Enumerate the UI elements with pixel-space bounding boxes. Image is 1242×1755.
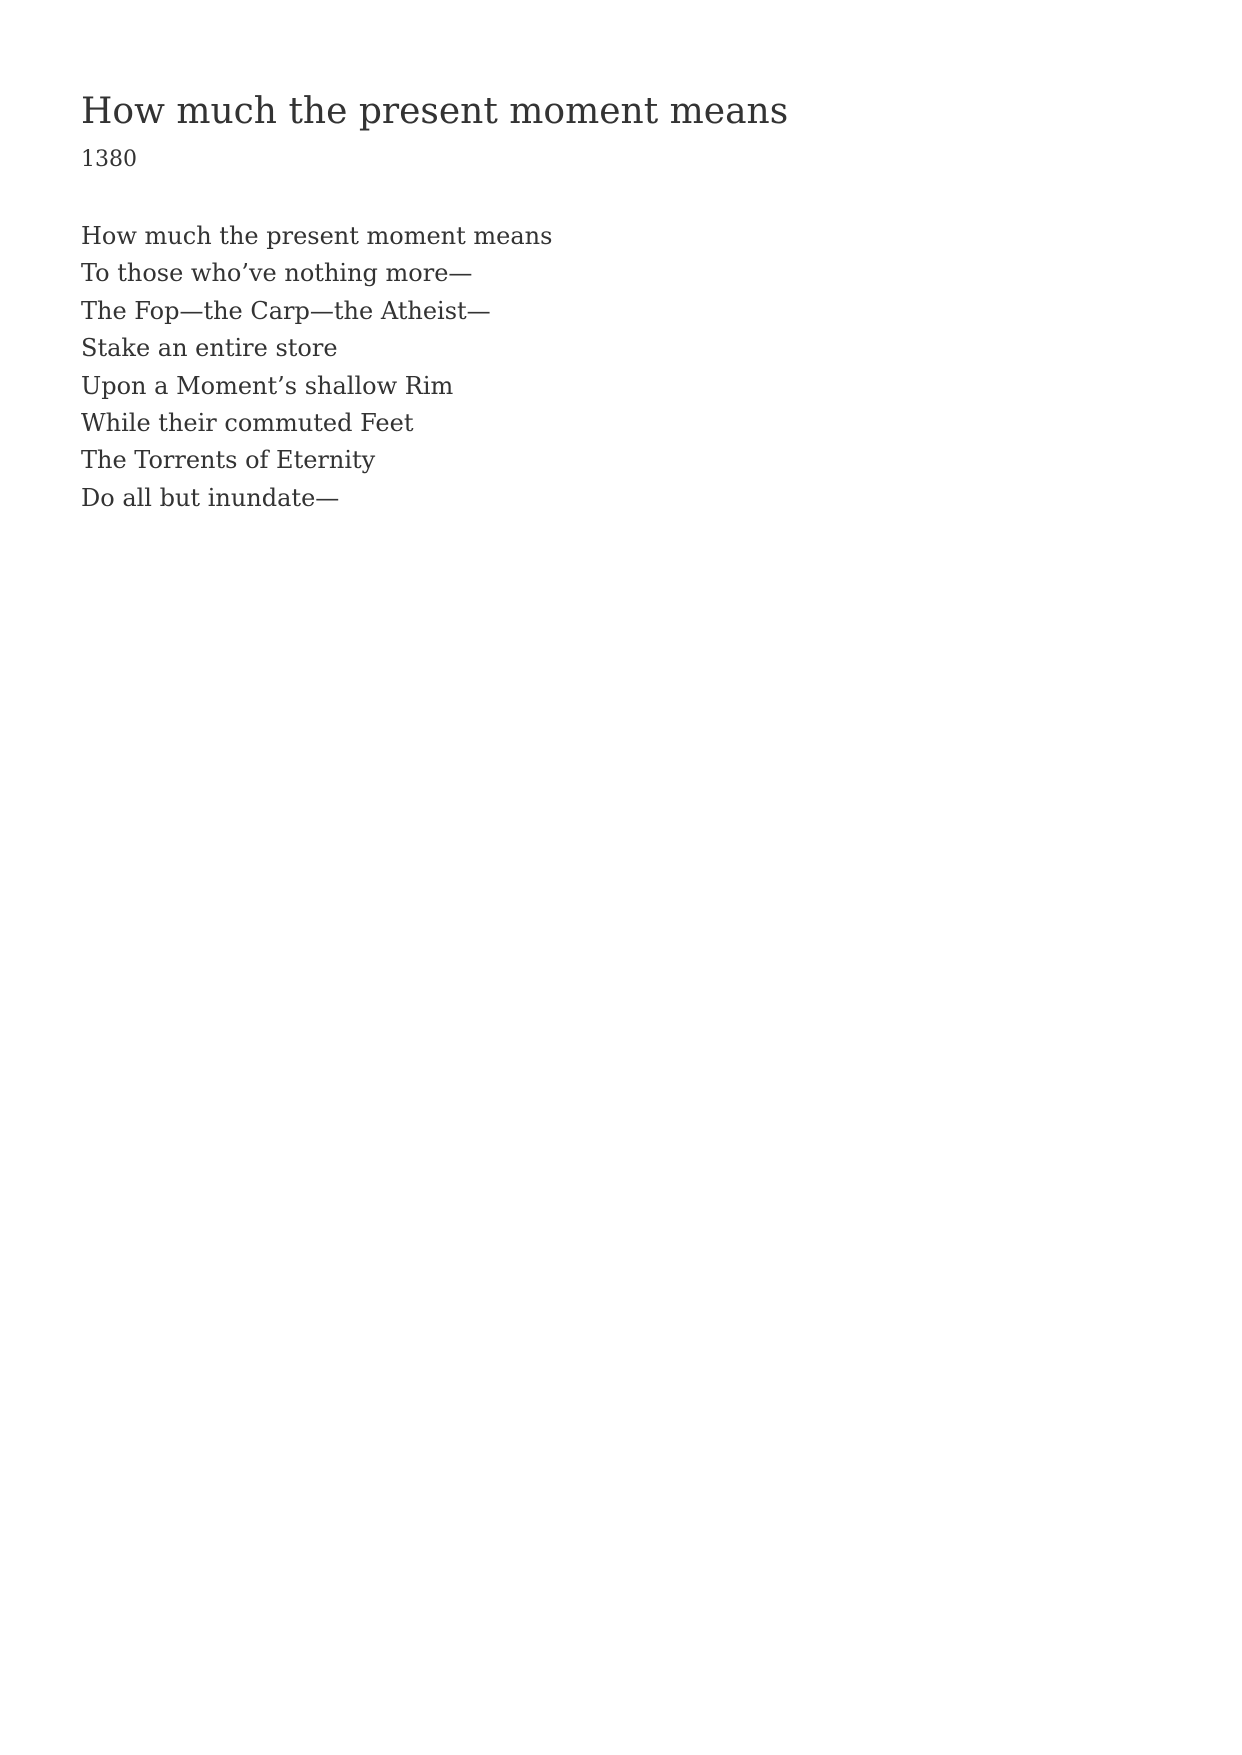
poem-line: While their commuted Feet	[81, 408, 414, 437]
poem-line: How much the present moment means	[81, 222, 553, 250]
poem-number: 1380	[81, 147, 137, 172]
poem-line: To those who’ve nothing more—	[81, 259, 473, 288]
poem-line: The Torrents of Eternity	[81, 446, 376, 475]
poem-line: The Fop—the Carp—the Atheist—	[81, 296, 491, 325]
poem-title: How much the present moment means	[81, 91, 789, 132]
poem-line: Do all but inundate—	[81, 483, 340, 512]
poem-line: Stake an entire store	[81, 334, 338, 363]
poem-body	[81, 218, 552, 517]
poem-line: Upon a Moment’s shallow Rim	[81, 371, 454, 400]
